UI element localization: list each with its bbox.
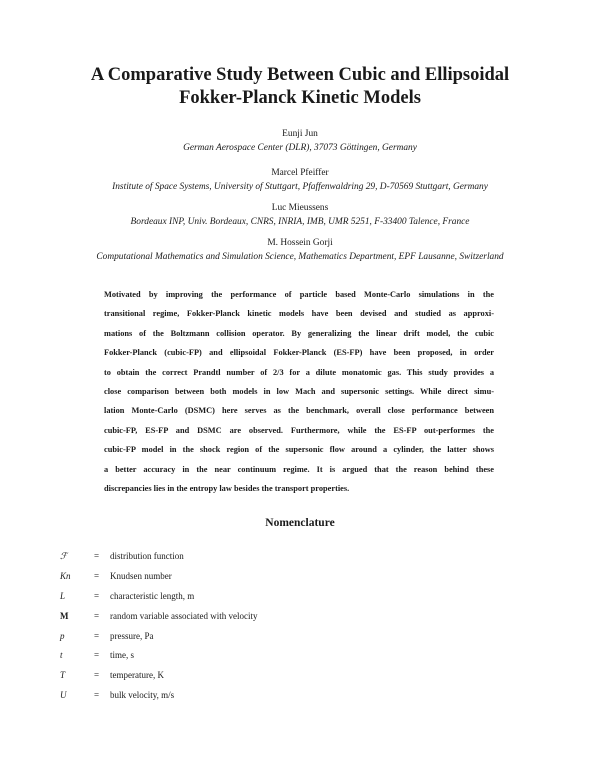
abstract-line: discrepancies lies in the entropy law besides the transport properties.	[104, 484, 350, 494]
author-affiliation: German Aerospace Center (DLR), 37073 Göttingen, Germany	[183, 143, 417, 153]
author-affiliation: Institute of Space Systems, University of Stuttgart, Pfaffenwaldring 29, D-70569 Stuttgart, Germany	[112, 182, 488, 192]
author-block	[40, 236, 560, 264]
abstract-line: cubic-FP model in the shock region of the supersonic flow around a cylinder, the latter shows	[104, 445, 494, 455]
abstract-line: to obtain the correct Prandtl number of 2/3 for a dilute monatomic gas. This study provides a	[104, 367, 494, 377]
abstract-line: lation Monte-Carlo (DSMC) here serves as the benchmark, overall close performance between	[104, 406, 494, 416]
author-name: Eunji Jun	[282, 129, 318, 139]
author-affiliation: Bordeaux INP, Univ. Bordeaux, CNRS, INRIA, IMB, UMR 5251, F-33400 Talence, France	[130, 217, 470, 227]
nomenclature-definition: temperature, K	[110, 670, 164, 680]
abstract-line: mations of the Boltzmann collision operator. By generalizing the linear drift model, the cubic	[104, 328, 494, 338]
abstract-line: Motivated by improving the performance of particle based Monte-Carlo simulations in the	[104, 290, 494, 299]
abstract	[104, 285, 494, 498]
author-block	[40, 127, 560, 155]
title-line-2: Fokker-Planck Kinetic Models	[179, 88, 421, 108]
nomenclature-equals: =	[94, 571, 100, 581]
nomenclature-symbol: T	[60, 670, 66, 680]
title-line-1: A Comparative Study Between Cubic and Ellipsoidal	[90, 65, 510, 85]
nomenclature-definition: bulk velocity, m/s	[110, 690, 175, 700]
nomenclature-equals: =	[94, 650, 100, 660]
nomenclature-symbol: M	[60, 611, 69, 621]
nomenclature-definition: time, s	[110, 650, 134, 660]
nomenclature-symbol: t	[60, 650, 63, 660]
nomenclature-definition: distribution function	[110, 551, 184, 561]
paper-title	[60, 64, 540, 110]
nomenclature-equals: =	[94, 551, 100, 561]
nomenclature-equals: =	[94, 690, 100, 700]
author-affiliation: Computational Mathematics and Simulation Science, Mathematics Department, EPF Lausanne, Switzerland	[96, 252, 504, 262]
abstract-line: transitional regime, Fokker-Planck kinetic models have been devised and studied as approxi-	[104, 309, 494, 319]
nomenclature-equals: =	[94, 591, 100, 601]
nomenclature-symbol: p	[60, 631, 65, 641]
author-name: M. Hossein Gorji	[267, 238, 333, 248]
nomenclature-symbol: U	[60, 690, 67, 700]
nomenclature-definition: random variable associated with velocity	[110, 611, 258, 621]
nomenclature-definition: pressure, Pa	[110, 631, 154, 641]
author-name: Marcel Pfeiffer	[271, 168, 329, 178]
nomenclature-equals: =	[94, 670, 100, 680]
abstract-line: cubic-FP, ES-FP and DSMC are observed. Furthermore, while the ES-FP out-performes the	[104, 425, 494, 435]
abstract-line: a better accuracy in the near continuum regime. It is argued that the reason behind these	[104, 464, 494, 474]
abstract-line: Fokker-Planck (cubic-FP) and ellipsoidal Fokker-Planck (ES-FP) have been proposed, in order	[104, 348, 494, 358]
nomenclature-symbol: L	[60, 591, 66, 601]
abstract-line: close comparison between both models in low Mach and supersonic settings. While direct simu-	[104, 387, 494, 397]
nomenclature-symbol: Kn	[60, 571, 71, 581]
nomenclature-definition: Knudsen number	[110, 571, 172, 581]
author-block	[40, 166, 560, 194]
author-name: Luc Mieussens	[271, 203, 329, 213]
author-block	[40, 201, 560, 229]
nomenclature-equals: =	[94, 611, 100, 621]
nomenclature-definition: characteristic length, m	[110, 591, 195, 601]
nomenclature-symbol: ℱ	[60, 551, 68, 561]
nomenclature-equals: =	[94, 631, 100, 641]
nomenclature-heading: Nomenclature	[265, 517, 335, 529]
